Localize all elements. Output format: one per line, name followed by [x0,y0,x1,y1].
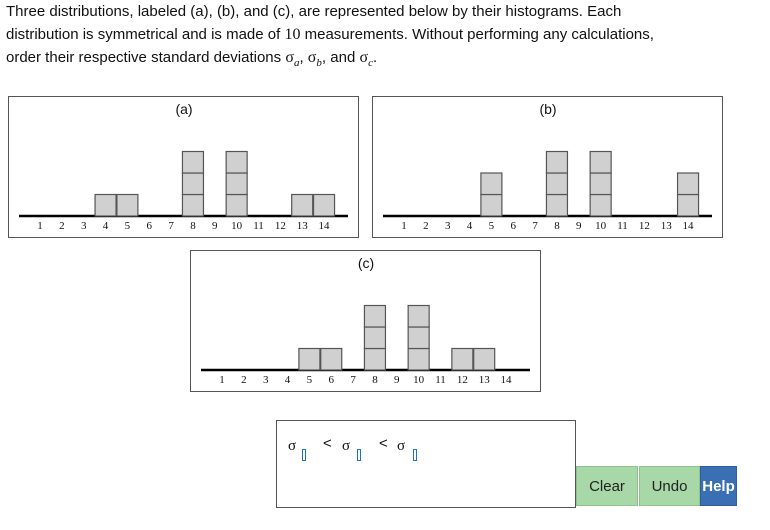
histogram-c-tick-10: 10 [413,374,425,386]
histogram-b-label: (b) [539,101,557,117]
histogram-b-chart [373,97,724,239]
histogram-a-tick-3: 3 [80,220,87,232]
histogram-b-block-8-1 [546,195,567,217]
histogram-a-tick-9: 9 [212,220,218,232]
histogram-a-block-4-1 [95,195,116,217]
histogram-c-tick-13: 13 [478,374,490,386]
histogram-c-tick-6: 6 [328,374,334,386]
histogram-a-tick-11: 11 [253,220,264,232]
histogram-a-label: (a) [175,101,193,117]
undo-button[interactable]: Undo [639,466,700,506]
histogram-b-tick-9: 9 [576,220,582,232]
histogram-c-label: (c) [357,255,375,271]
histogram-a-panel [8,96,359,238]
answer-row [277,435,577,465]
histogram-a-block-8-1 [182,195,203,217]
histogram-b-tick-2: 2 [423,220,429,232]
histogram-a-tick-14: 14 [318,220,330,232]
histogram-c-panel [190,250,541,392]
histogram-b-tick-13: 13 [660,220,672,232]
histogram-a-tick-12: 12 [274,220,286,232]
clear-button[interactable]: Clear [576,466,638,506]
histogram-b-tick-14: 14 [682,220,694,232]
histogram-a-tick-4: 4 [102,220,109,232]
answer-sigma-2: σ [342,438,351,454]
histogram-a-block-8-3 [182,152,203,174]
histogram-a-block-5-1 [117,195,138,217]
histogram-a-tick-10: 10 [231,220,243,232]
histogram-c-tick-8: 8 [372,374,378,386]
histogram-a-tick-2: 2 [59,220,65,232]
histogram-a-block-8-2 [182,173,203,195]
histogram-b-tick-11: 11 [617,220,628,232]
histogram-b-tick-8: 8 [554,220,560,232]
histogram-c-block-10-3 [408,306,429,328]
histogram-b-block-5-2 [481,173,502,195]
histogram-a-block-10-2 [226,173,247,195]
histogram-a-block-10-1 [226,195,247,217]
histogram-c-tick-14: 14 [500,374,512,386]
histogram-c-chart [191,251,542,393]
histogram-a-block-10-3 [226,152,247,174]
histogram-b-block-10-3 [590,152,611,174]
histogram-b-block-5-1 [481,195,502,217]
histogram-c-block-6-1 [321,349,342,371]
sigma-a: σ [285,49,294,66]
histogram-c-tick-2: 2 [241,374,247,386]
histogram-a-tick-6: 6 [146,220,152,232]
histogram-c-block-13-1 [474,349,495,371]
histogram-c-tick-9: 9 [394,374,400,386]
measurement-count: 10 [284,26,301,43]
answer-slot-1[interactable] [302,449,306,461]
histogram-b-block-14-1 [678,195,699,217]
histogram-c-block-8-1 [364,349,385,371]
answer-sigma-3: σ [397,438,406,454]
histogram-a-tick-8: 8 [190,220,196,232]
histogram-c-tick-7: 7 [350,374,356,386]
histogram-b-tick-3: 3 [444,220,451,232]
histogram-b-tick-1: 1 [401,220,407,232]
histogram-a-tick-5: 5 [124,220,131,232]
histogram-b-tick-5: 5 [488,220,495,232]
less-than-1: < [323,435,332,452]
histogram-b-block-8-2 [546,173,567,195]
help-button[interactable]: Help [700,466,737,506]
answer-slot-3[interactable] [413,449,417,461]
answer-box [276,420,576,508]
question-line-2: distribution is symmetrical and is made of 10 measurements. Without performing any calculations, [6,26,654,43]
histogram-c-block-8-2 [364,327,385,349]
histogram-b-tick-12: 12 [638,220,650,232]
histogram-b-block-10-2 [590,173,611,195]
histogram-a-tick-1: 1 [37,220,43,232]
histogram-c-block-10-2 [408,327,429,349]
histogram-b-tick-10: 10 [595,220,607,232]
histogram-a-chart [9,97,360,239]
histogram-c-block-8-3 [364,306,385,328]
question-text [6,0,746,71]
histogram-a-block-14-1 [314,195,335,217]
histogram-a-tick-13: 13 [296,220,308,232]
histogram-b-tick-6: 6 [510,220,516,232]
histogram-c-tick-12: 12 [456,374,468,386]
histogram-b-block-14-2 [678,173,699,195]
histogram-b-tick-7: 7 [532,220,538,232]
answer-sigma-1: σ [288,438,297,454]
histogram-c-tick-4: 4 [284,374,291,386]
histogram-c-tick-1: 1 [219,374,225,386]
histogram-c-tick-3: 3 [262,374,269,386]
histogram-c-block-5-1 [299,349,320,371]
histogram-c-tick-11: 11 [435,374,446,386]
question-line-3: order their respective standard deviations $\sigma_a$, $\sigma_b$, and $\sigma_c$. [6,49,378,69]
sigma-c: σ [359,49,369,66]
histogram-c-block-10-1 [408,349,429,371]
histogram-a-tick-7: 7 [168,220,174,232]
histogram-c-tick-5: 5 [306,374,313,386]
histogram-b-panel [372,96,723,238]
less-than-2: < [379,435,388,452]
histogram-b-block-8-3 [546,152,567,174]
question-line-1: Three distributions, labeled (a), (b), and (c), are represented below by their histograms. Each [6,3,622,20]
histogram-c-block-12-1 [452,349,473,371]
histogram-b-tick-4: 4 [466,220,473,232]
histogram-b-block-10-1 [590,195,611,217]
answer-slot-2[interactable] [357,449,361,461]
histogram-a-block-13-1 [292,195,313,217]
sigma-b: σ [307,49,317,66]
